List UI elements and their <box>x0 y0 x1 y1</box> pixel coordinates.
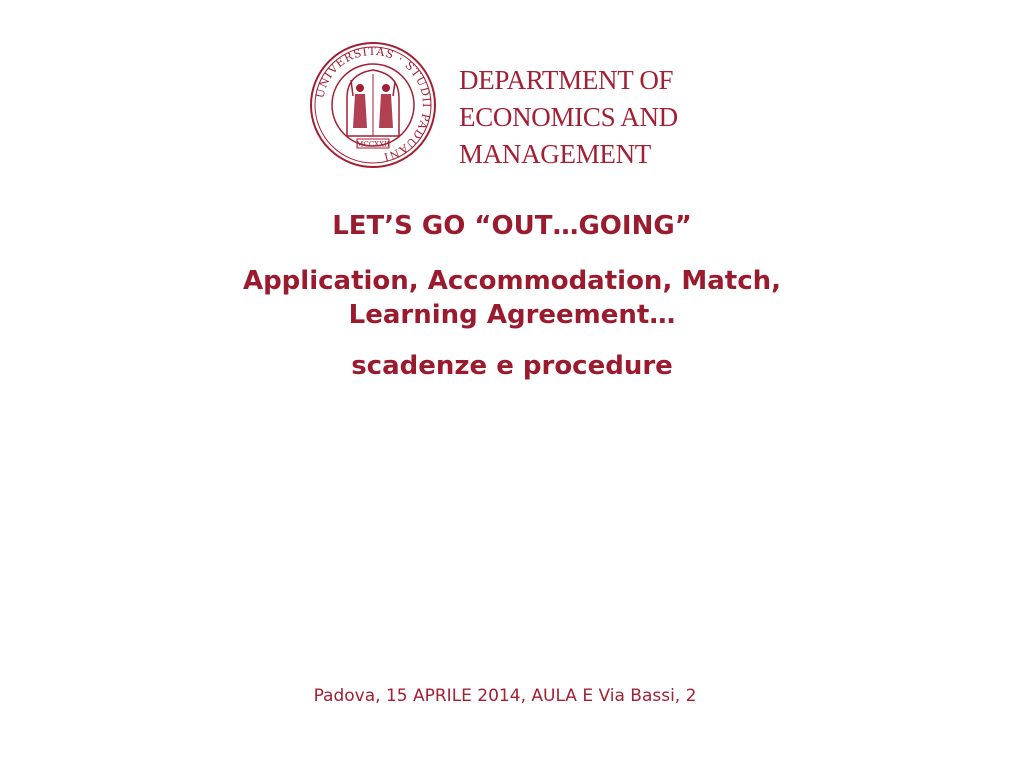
title-line-1: LET’S GO “OUT…GOING” <box>332 211 692 241</box>
title-line-2a: Application, Accommodation, Match, <box>242 266 782 296</box>
slide-title <box>0 206 1024 386</box>
footer-event-info: Padova, 15 APRILE 2014, AULA E Via Bassi, 2 <box>313 686 697 706</box>
title-line-3: scadenze e procedure <box>351 351 673 381</box>
seal-ring-text: UNIVERSITAS · STUDII PADUANI <box>313 44 434 164</box>
title-line-2 <box>0 264 1024 332</box>
department-line-3: MANAGEMENT <box>459 139 651 169</box>
department-line-1: DEPARTMENT OF <box>459 65 674 95</box>
department-name <box>459 62 678 173</box>
department-line-2: ECONOMICS AND <box>459 102 678 132</box>
title-line-2b: Learning Agreement… <box>348 300 676 330</box>
seal-year-text: MCCXXII <box>356 140 390 149</box>
university-seal-icon <box>309 40 437 170</box>
